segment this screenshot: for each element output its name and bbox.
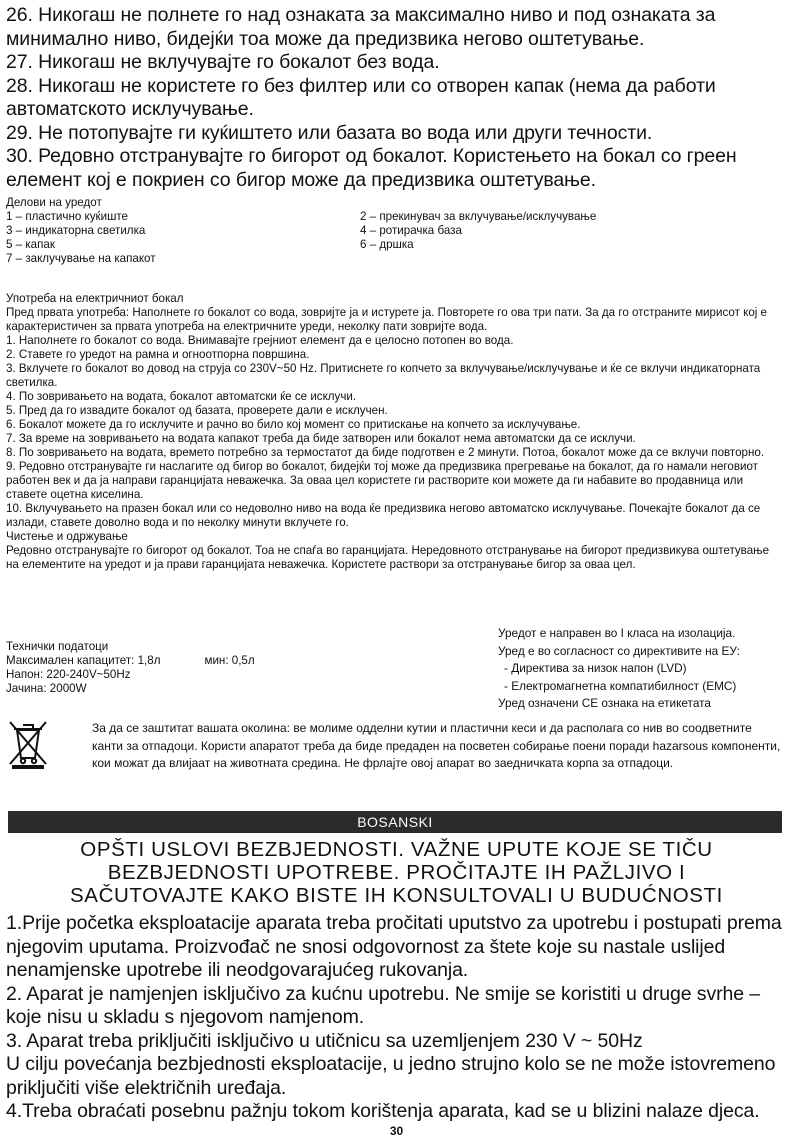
part-item: 6 – дршка bbox=[360, 238, 414, 251]
usage-line: 3. Вклучете го бокалот во довод на струја со 230V~50 Hz. Притиснете го копчето за вклучување/исклучување и ќе се вклучи индикаторната светилка. bbox=[6, 362, 761, 389]
parts-list bbox=[6, 210, 776, 266]
part-item: 4 – ротирачка база bbox=[360, 224, 462, 237]
conformity-section bbox=[498, 625, 788, 713]
part-item: 2 – прекинувач за вклучување/исклучување bbox=[360, 210, 597, 223]
parts-section bbox=[6, 196, 776, 266]
weee-section bbox=[6, 718, 786, 773]
usage-line: 10. Вклучувањето на празен бокал или со недоволно ниво на вода ќе предизвика негово автоматско исклучување. Почекајте бокалот да се излади, ставете доволно вода и по неколку минути вклучете го. bbox=[6, 502, 761, 529]
heading-line: OPŠTI USLOVI BEZBJEDNOSTI. VAŽNE UPUTE KOJE SE TIČU bbox=[80, 838, 713, 861]
safety-item-27: 27. Никогаш не вклучувајте го бокалот без вода. bbox=[6, 51, 440, 73]
tech-power: Јачина: 2000W bbox=[6, 682, 87, 695]
safety-heading bbox=[0, 838, 793, 907]
page-number: 30 bbox=[389, 1124, 404, 1138]
capacity-min: мин: 0,5л bbox=[204, 654, 255, 667]
safety-items-continued bbox=[6, 4, 791, 192]
usage-line: 6. Бокалот можете да го исклучите и рачно во било кој момент со притискање на копчето за исклучување. bbox=[6, 418, 581, 431]
technical-data bbox=[6, 640, 336, 696]
weee-text: За да се заштитат вашата околина: ве молиме одделни кутии и пластични кеси и да располага со нив во соодветните канти за отпадоци. Користи апаратот треба да биде предаден на посветен собирање поени поради hazarsous компоненти, кои можат да влијаат на животната средина. Не фрлајте овој апарат во заедничката корпа за отпадоци. bbox=[92, 721, 781, 770]
safety-item-bs: 1.Prije početka eksploatacije aparata treba pročitati uputstvo za upotrebu i postupati prema njegovim uputama. Proizvođač ne snosi odgovornost za štete koje su nastale uslijed nenamjenske upotrebe ili neodgovarajućeg rukovanja. bbox=[6, 912, 782, 981]
capacity-max: Максимален капацитет: 1,8л bbox=[6, 654, 161, 667]
safety-item-30: 30. Редовно отстранувајте го бигорот од бокалот. Користењето на бокал со греен елемент кој е покриен со бигор може да предизвика оштетување. bbox=[6, 145, 737, 191]
cleaning-text: Редовно отстранувајте го бигорот од бокалот. Тоа не спаѓа во гаранцијата. Нередовното отстранување на бигорот предизвикува оштетување на елементите на уредот и ја прави гаранцијата неважечка. Користете раствори за отстранување бигор за оваа цел. bbox=[6, 544, 770, 571]
usage-line: 4. По зовривањето на водата, бокалот автоматски ќе се исклучи. bbox=[6, 390, 357, 403]
safety-item-bs: 3. Aparat treba priključiti isključivo u utičnicu sa uzemljenjem 230 V ~ 50Hz bbox=[6, 1029, 643, 1052]
heading-line: SAČUTOVAJTE KAKO BISTE IH KONSULTOVALI U BUDUĆNOSTI bbox=[70, 884, 723, 907]
conformity-line: - Електромагнетна компатибилност (EMC) bbox=[504, 678, 737, 693]
usage-line: Пред првата употреба: Наполнете го бокалот со вода, зовријте ја и истурете ја. Повторете го ова три пати. За да го отстраните мирисот кој е карактеристичен за првата употреба на електричните уреди, неколку пати зовријте вода. bbox=[6, 306, 768, 333]
parts-title: Делови на уредот bbox=[6, 196, 102, 209]
conformity-line: - Директива за низок напон (LVD) bbox=[504, 661, 687, 675]
usage-line: 9. Редовно отстранувајте ги наслагите од бигор во бокалот, бидејќи тој може да предизвика прегревање на бокалот, да го намали неговиот работен век и да ја направи гаранцијата неважечка. За оваа цел користете ги растворите кои можете да ги набавите во продавница или ставете оцетна киселина. bbox=[6, 460, 758, 501]
usage-line: 8. По зовривањето на водата, времето потребно за термостатот да биде подготвен е 2 минути. Потоа, бокалот може да се вклучи повторно. bbox=[6, 446, 765, 459]
part-item: 5 – капак bbox=[6, 238, 55, 251]
safety-item-26: 26. Никогаш не полнете го над ознаката за максимално ниво и под ознаката за минимално ниво, бидејќи тоа може да предизвика негово оштетување. bbox=[6, 4, 716, 50]
usage-line: 1. Наполнете го бокалот со вода. Внимавајте грејниот елемент да е целосно потопен во вода. bbox=[6, 334, 514, 347]
usage-line: 7. За време на зовривањето на водата капакот треба да биде затворен или бокалот нема автоматски да се исклучи. bbox=[6, 432, 636, 445]
heading-line: BEZBJEDNOSTI UPOTREBE. PROČITAJTE IH PAŽLJIVO I bbox=[107, 861, 686, 884]
safety-item-bs: 4.Treba obraćati posebnu pažnju tokom korištenja aparata, kad se u blizini nalaze djeca. bbox=[6, 1100, 760, 1122]
conformity-line: Уред означени CE ознака на етикетата bbox=[498, 696, 711, 710]
cleaning-title: Чистење и одржување bbox=[6, 530, 128, 543]
safety-item-29: 29. Не потопувајте ги куќиштето или базата во вода или други течности. bbox=[6, 121, 653, 144]
capacity-row bbox=[6, 654, 336, 668]
conformity-line: Уред е во согласност со директивите на ЕУ: bbox=[498, 643, 740, 658]
language-section-bar bbox=[8, 811, 782, 833]
crossed-bin-icon bbox=[6, 718, 50, 770]
tech-voltage: Напон: 220-240V~50Hz bbox=[6, 668, 131, 681]
language-label: BOSANSKI bbox=[357, 814, 433, 830]
part-item: 1 – пластично куќиште bbox=[6, 210, 129, 223]
safety-item-bs: U cilju povećanja bezbjednosti eksploatacije, u jedno strujno kolo se ne može istovremeno priključiti više električnih uređaja. bbox=[6, 1053, 776, 1099]
part-item: 7 – заклучување на капакот bbox=[6, 252, 156, 265]
usage-title: Употреба на електричниот бокал bbox=[6, 292, 184, 305]
usage-line: 2. Ставете го уредот на рамна и огноотпорна површина. bbox=[6, 348, 310, 361]
part-item: 3 – индикаторна светилка bbox=[6, 224, 146, 237]
safety-item-28: 28. Никогаш не користете го без филтер или со отворен капак (нема да работи автоматското исклучување. bbox=[6, 74, 716, 120]
usage-line: 5. Пред да го извадите бокалот од базата, проверете дали е исклучен. bbox=[6, 404, 388, 417]
conformity-line: Уредот е направен во I класа на изолација. bbox=[498, 626, 736, 640]
safety-item-bs: 2. Aparat je namjenjen isključivo za kućnu upotrebu. Ne smije se koristiti u druge svrhe – koje nisu u skladu s njegovom namjenom. bbox=[6, 982, 761, 1028]
usage-section bbox=[6, 292, 784, 572]
part-item bbox=[360, 252, 760, 266]
weee-text-block bbox=[92, 720, 786, 773]
safety-items-bs bbox=[6, 912, 793, 1124]
tech-title: Технички податоци bbox=[6, 640, 109, 653]
